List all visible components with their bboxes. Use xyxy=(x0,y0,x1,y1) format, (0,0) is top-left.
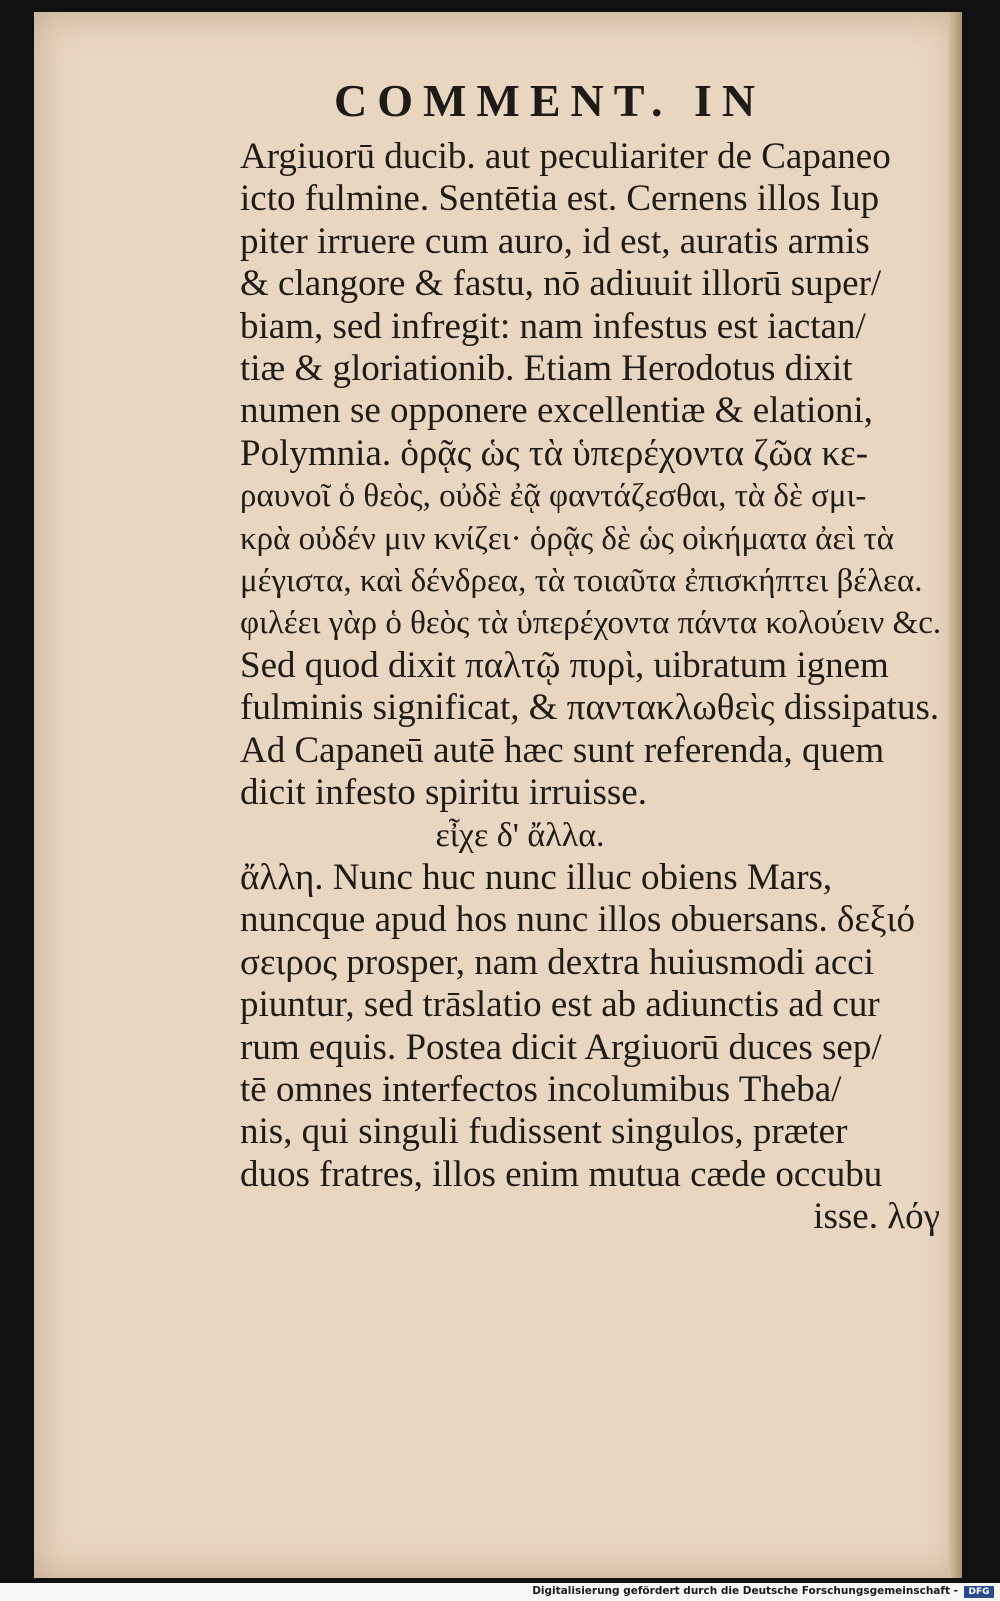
text-line: Polymnia. ὁρᾷς ὡς τὰ ὑπερέχοντα ζῶα κε- xyxy=(240,432,869,474)
text-line: biam, sed infregit: nam infestus est iactan/ xyxy=(240,305,866,347)
text-line: Sed quod dixit παλτῷ πυρὶ, uibratum ignem xyxy=(240,644,889,686)
page-edge xyxy=(948,12,962,1578)
text-line: tiæ & gloriationib. Etiam Herodotus dixit xyxy=(240,348,853,390)
text-line: Argiuorū ducib. aut peculiariter de Capaneo xyxy=(240,136,891,177)
footer-credit: Digitalisierung gefördert durch die Deutsche Forschungsgemeinschaft - xyxy=(532,1585,958,1597)
catchword-line: isse. λόγ xyxy=(813,1196,940,1238)
digitization-footer xyxy=(0,1583,1000,1601)
text-line: Ad Capaneū autē hæc sunt referenda, quem xyxy=(240,729,885,771)
text-line: & clangore & fastu, nō adiuuit illorū super/ xyxy=(240,263,882,305)
text-line: rum equis. Postea dicit Argiuorū duces sep/ xyxy=(240,1026,882,1068)
text-line: numen se opponere excellentiæ & elationi, xyxy=(240,390,873,432)
text-line: ἄλλη. Nunc huc nunc illuc obiens Mars, xyxy=(240,856,833,898)
text-line: dicit infesto spiritu irruisse. xyxy=(240,772,647,814)
book-page xyxy=(34,12,962,1578)
text-line: piuntur, sed trāslatio est ab adiunctis ad cur xyxy=(240,984,880,1026)
dfg-logo: DFG xyxy=(964,1586,994,1598)
greek-line: φιλέει γὰρ ὁ θεὸς τὰ ὑπερέχοντα πάντα κολούειν &c. xyxy=(240,605,942,642)
greek-line: κρὰ οὐδέν μιν κνίζει· ὁρᾷς δὲ ὡς οἰκήματα ἀεὶ τὰ xyxy=(240,520,895,557)
running-head: COMMENT. IN xyxy=(334,75,766,126)
text-line: icto fulmine. Sentētia est. Cernens illos Iup xyxy=(240,178,880,220)
text-line: nuncque apud hos nunc illos obuersans. δεξιό xyxy=(240,899,915,941)
greek-line: μέγιστα, καὶ δένδρεα, τὰ τοιαῦτα ἐπισκήπτει βέλεα. xyxy=(240,563,923,600)
greek-line: ραυνοῖ ὁ θεὸς, οὐδὲ ἐᾷ φαντάζεσθαι, τὰ δὲ σμι- xyxy=(240,478,867,515)
text-block xyxy=(240,136,950,1239)
text-line: σειρος prosper, nam dextra huiusmodi acci xyxy=(240,941,874,983)
text-line: nis, qui singuli fudissent singulos, præter xyxy=(240,1111,848,1153)
text-line: duos fratres, illos enim mutua cæde occubu xyxy=(240,1153,883,1195)
text-line: fulminis significat, & παντακλωθεὶς dissipatus. xyxy=(240,687,940,729)
text-line: tē omnes interfectos incolumibus Theba/ xyxy=(240,1068,842,1110)
lemma-heading: εἶχε δ' ἄλλα. xyxy=(435,816,605,854)
text-line: piter irruere cum auro, id est, auratis armis xyxy=(240,220,870,262)
